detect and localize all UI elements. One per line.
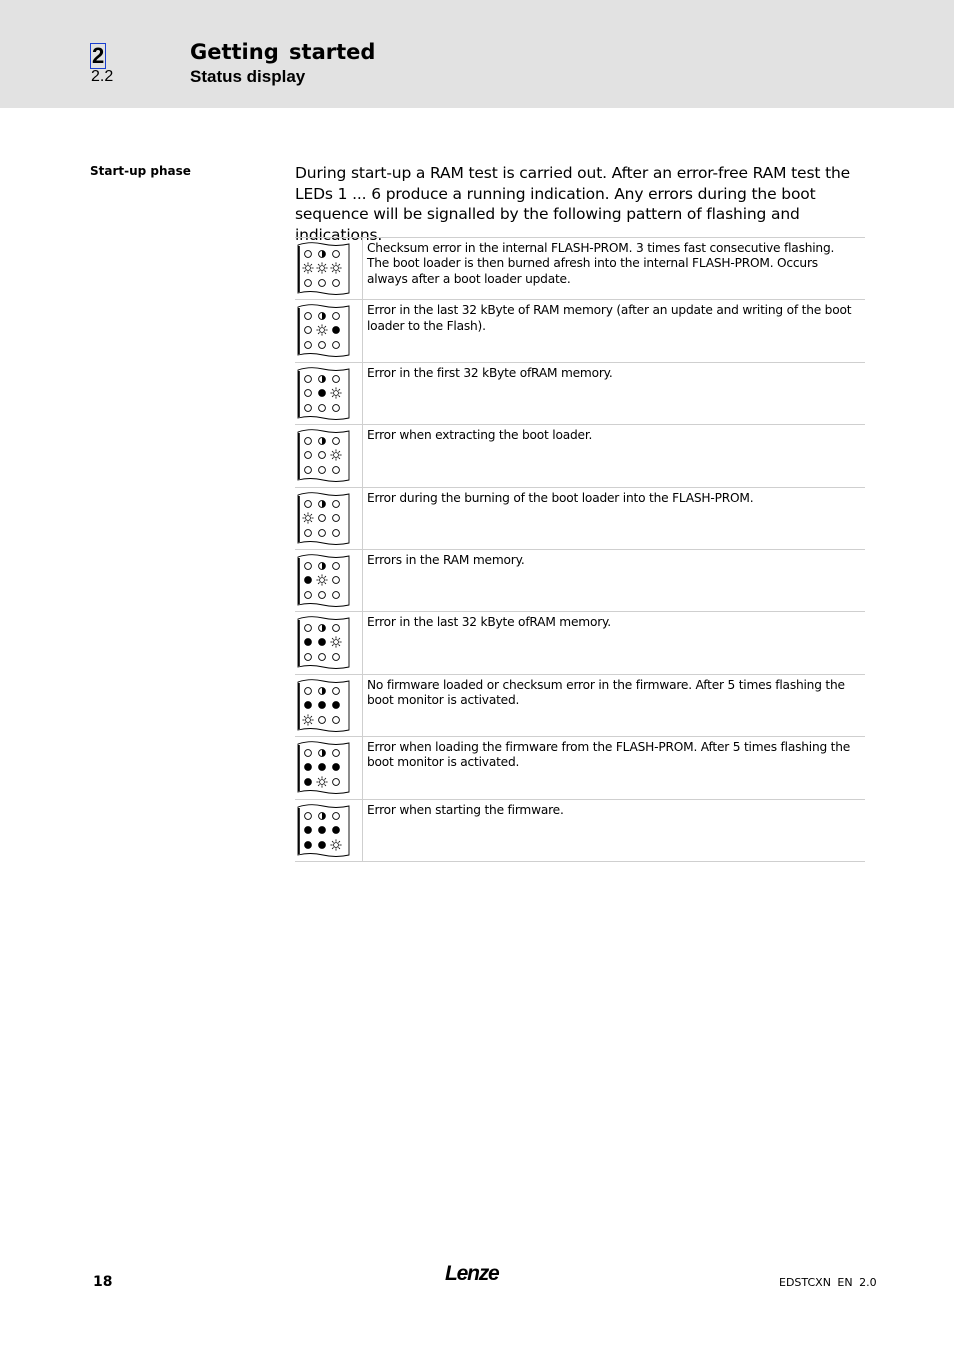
led-diagram-cell <box>295 300 363 361</box>
led-half-icon <box>319 375 326 382</box>
led-off-icon <box>333 514 340 521</box>
led-off-icon <box>333 687 340 694</box>
page-number: 18 <box>93 1274 113 1290</box>
led-off-icon <box>333 467 340 474</box>
led-off-icon <box>319 342 326 349</box>
led-on-icon <box>305 701 312 708</box>
led-off-icon <box>333 342 340 349</box>
led-half-icon <box>319 500 326 507</box>
led-off-icon <box>333 313 340 320</box>
table-row <box>295 675 865 737</box>
header-band <box>0 0 954 108</box>
led-flash-icon <box>316 325 327 336</box>
led-off-icon <box>305 467 312 474</box>
led-off-icon <box>333 592 340 599</box>
led-on-icon <box>319 826 326 833</box>
table-row <box>295 425 865 487</box>
led-half-icon <box>319 812 326 819</box>
led-off-icon <box>333 529 340 536</box>
error-description: Checksum error in the internal FLASH-PROM. 3 times fast consecutive flashing. The boot loader is then burned afresh into the internal FLASH-PROM. Occurs always after a boot loader update. <box>367 241 835 286</box>
led-panel-icon <box>296 428 351 484</box>
led-flash-icon <box>330 637 341 648</box>
led-diagram-cell <box>295 425 363 486</box>
led-off-icon <box>319 280 326 287</box>
led-panel-icon <box>296 491 351 547</box>
error-description: Error when extracting the boot loader. <box>367 428 593 443</box>
led-off-icon <box>305 452 312 459</box>
led-half-icon <box>319 438 326 445</box>
led-off-icon <box>305 375 312 382</box>
led-panel-icon <box>296 803 351 859</box>
led-panel-icon <box>296 303 351 359</box>
led-off-icon <box>305 687 312 694</box>
table-row <box>295 737 865 799</box>
error-description: Error when loading the firmware from the FLASH-PROM. After 5 times flashing the boot monitor is activated. <box>367 740 851 770</box>
led-diagram-cell <box>295 737 363 798</box>
led-panel-icon <box>296 553 351 609</box>
error-description: Error during the burning of the boot loader into the FLASH-PROM. <box>367 490 754 505</box>
led-off-icon <box>305 500 312 507</box>
section-title: Status display <box>190 67 306 86</box>
led-diagram-cell <box>295 550 363 611</box>
led-off-icon <box>305 438 312 445</box>
led-off-icon <box>333 438 340 445</box>
led-off-icon <box>305 812 312 819</box>
led-off-icon <box>333 812 340 819</box>
led-off-icon <box>333 563 340 570</box>
chapter-number-link[interactable]: 2 <box>92 43 105 68</box>
led-on-icon <box>305 779 312 786</box>
led-on-icon <box>305 577 312 584</box>
led-off-icon <box>319 514 326 521</box>
error-description: Error when starting the firmware. <box>367 802 564 817</box>
led-diagram-cell <box>295 800 363 861</box>
led-off-icon <box>319 529 326 536</box>
led-flash-icon <box>302 512 313 523</box>
table-row <box>295 238 865 300</box>
table-row <box>295 488 865 550</box>
table-row <box>295 612 865 674</box>
led-on-icon <box>305 764 312 771</box>
led-off-icon <box>333 779 340 786</box>
led-status-table <box>295 237 865 862</box>
led-on-icon <box>305 639 312 646</box>
led-panel-icon <box>296 241 351 297</box>
led-off-icon <box>333 625 340 632</box>
led-off-icon <box>305 750 312 757</box>
led-half-icon <box>319 625 326 632</box>
led-off-icon <box>333 654 340 661</box>
led-diagram-cell <box>295 238 363 299</box>
led-half-icon <box>319 563 326 570</box>
led-diagram-cell <box>295 363 363 424</box>
document-code: EDSTCXN EN 2.0 <box>779 1276 877 1289</box>
led-off-icon <box>305 327 312 334</box>
led-on-icon <box>333 764 340 771</box>
led-half-icon <box>319 750 326 757</box>
led-flash-icon <box>330 839 341 850</box>
led-panel-icon <box>296 678 351 734</box>
led-on-icon <box>319 701 326 708</box>
led-off-icon <box>305 592 312 599</box>
led-on-icon <box>305 841 312 848</box>
led-off-icon <box>319 592 326 599</box>
led-flash-icon <box>316 574 327 585</box>
led-on-icon <box>333 327 340 334</box>
led-off-icon <box>333 577 340 584</box>
section-number: 2.2 <box>91 68 114 85</box>
led-on-icon <box>305 826 312 833</box>
led-flash-icon <box>316 262 327 273</box>
error-description: Error in the first 32 kByte ofRAM memory. <box>367 365 613 380</box>
led-off-icon <box>319 467 326 474</box>
led-off-icon <box>305 654 312 661</box>
led-on-icon <box>333 701 340 708</box>
led-off-icon <box>333 716 340 723</box>
led-off-icon <box>319 452 326 459</box>
led-on-icon <box>319 764 326 771</box>
led-off-icon <box>333 251 340 258</box>
error-description: Errors in the RAM memory. <box>367 552 525 567</box>
error-description: Error in the last 32 kByte ofRAM memory. <box>367 615 611 630</box>
led-panel-icon <box>296 366 351 422</box>
table-row <box>295 800 865 862</box>
led-diagram-cell <box>295 488 363 549</box>
led-on-icon <box>319 841 326 848</box>
led-flash-icon <box>330 387 341 398</box>
led-off-icon <box>333 404 340 411</box>
intro-paragraph: During start-up a RAM test is carried out. After an error-free RAM test the LEDs 1 ... 6 produce a running indication. Any errors during the boot sequence will be signalled by the following pattern of flashing and indications. <box>295 164 851 244</box>
led-off-icon <box>333 500 340 507</box>
error-description: No firmware loaded or checksum error in the firmware. After 5 times flashing the boot monitor is activated. <box>367 677 845 708</box>
led-flash-icon <box>302 714 313 725</box>
table-row <box>295 550 865 612</box>
led-on-icon <box>319 639 326 646</box>
side-label: Start-up phase <box>90 164 191 178</box>
brand-logo: Lenze <box>445 1262 499 1285</box>
led-off-icon <box>319 404 326 411</box>
led-half-icon <box>319 251 326 258</box>
led-panel-icon <box>296 615 351 671</box>
led-half-icon <box>319 687 326 694</box>
led-flash-icon <box>330 450 341 461</box>
led-off-icon <box>305 389 312 396</box>
chapter-title: Getting started <box>190 40 376 64</box>
led-off-icon <box>305 529 312 536</box>
led-flash-icon <box>330 262 341 273</box>
led-off-icon <box>319 654 326 661</box>
led-half-icon <box>319 313 326 320</box>
led-off-icon <box>305 404 312 411</box>
led-off-icon <box>305 280 312 287</box>
error-description: Error in the last 32 kByte of RAM memory (after an update and writing of the boot loader to the Flash). <box>367 303 852 333</box>
led-off-icon <box>305 251 312 258</box>
led-off-icon <box>305 342 312 349</box>
led-off-icon <box>305 625 312 632</box>
led-panel-icon <box>296 740 351 796</box>
led-on-icon <box>319 389 326 396</box>
led-off-icon <box>305 563 312 570</box>
led-diagram-cell <box>295 675 363 736</box>
led-flash-icon <box>316 777 327 788</box>
led-off-icon <box>333 750 340 757</box>
table-row <box>295 300 865 362</box>
led-flash-icon <box>302 262 313 273</box>
led-off-icon <box>305 313 312 320</box>
led-on-icon <box>333 826 340 833</box>
led-off-icon <box>319 716 326 723</box>
led-off-icon <box>333 280 340 287</box>
led-off-icon <box>333 375 340 382</box>
led-diagram-cell <box>295 612 363 673</box>
table-row <box>295 363 865 425</box>
